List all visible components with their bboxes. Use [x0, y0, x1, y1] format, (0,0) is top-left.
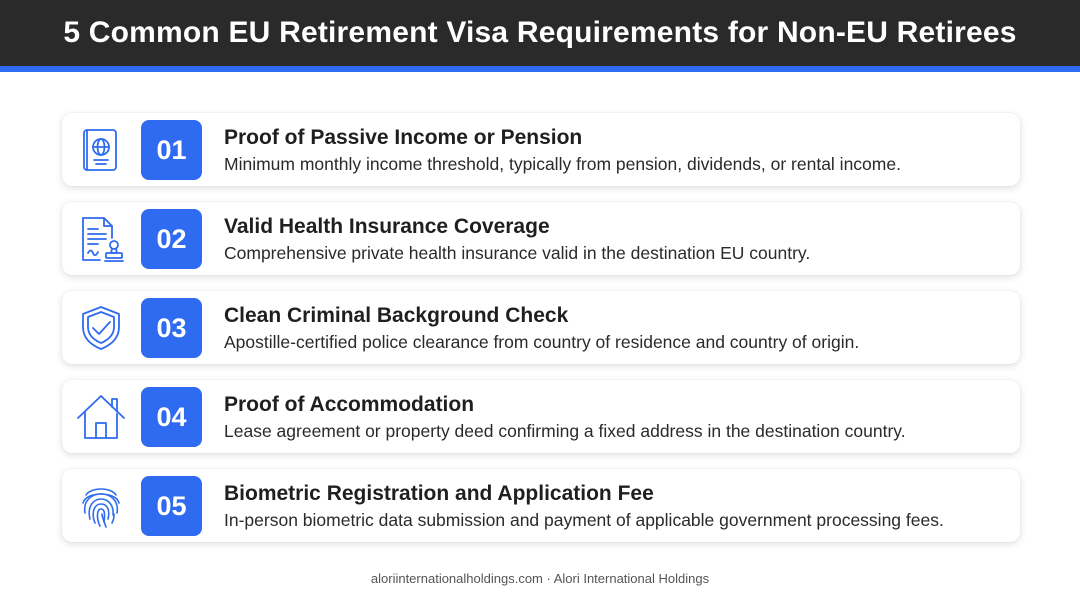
requirement-card-2 [62, 202, 1020, 275]
requirement-card-1 [62, 113, 1020, 186]
step-number-badge: 01 [141, 120, 202, 180]
accent-divider [0, 66, 1080, 72]
stamped-document-icon [76, 214, 126, 264]
footer-attribution: aloriinternationalholdings.com · Alori International Holdings [370, 571, 710, 586]
requirement-title: Proof of Passive Income or Pension [224, 126, 583, 149]
shield-check-icon [76, 303, 126, 353]
requirement-title: Biometric Registration and Application Fee [224, 482, 654, 505]
step-number-badge: 05 [141, 476, 202, 536]
requirements-list [62, 113, 1020, 558]
requirement-description: Apostille-certified police clearance from country of residence and country of origin. [224, 332, 860, 352]
requirement-description: Minimum monthly income threshold, typically from pension, dividends, or rental income. [224, 154, 901, 174]
requirement-title: Valid Health Insurance Coverage [224, 215, 550, 238]
requirement-card-3 [62, 291, 1020, 364]
step-number-badge: 03 [141, 298, 202, 358]
step-number-badge: 04 [141, 387, 202, 447]
requirement-title: Proof of Accommodation [224, 393, 475, 416]
header-banner [0, 0, 1080, 66]
page-title: 5 Common EU Retirement Visa Requirements for Non-EU Retirees [63, 16, 1017, 49]
step-number-badge: 02 [141, 209, 202, 269]
fingerprint-icon [76, 481, 126, 531]
house-icon [76, 392, 126, 442]
requirement-card-4 [62, 380, 1020, 453]
passport-icon [76, 125, 126, 175]
requirement-description: Comprehensive private health insurance valid in the destination EU country. [224, 243, 811, 263]
requirement-description: In-person biometric data submission and payment of applicable government processing fees. [224, 510, 944, 530]
requirement-title: Clean Criminal Background Check [224, 304, 569, 327]
requirement-card-5 [62, 469, 1020, 542]
requirement-description: Lease agreement or property deed confirming a fixed address in the destination country. [224, 421, 906, 441]
